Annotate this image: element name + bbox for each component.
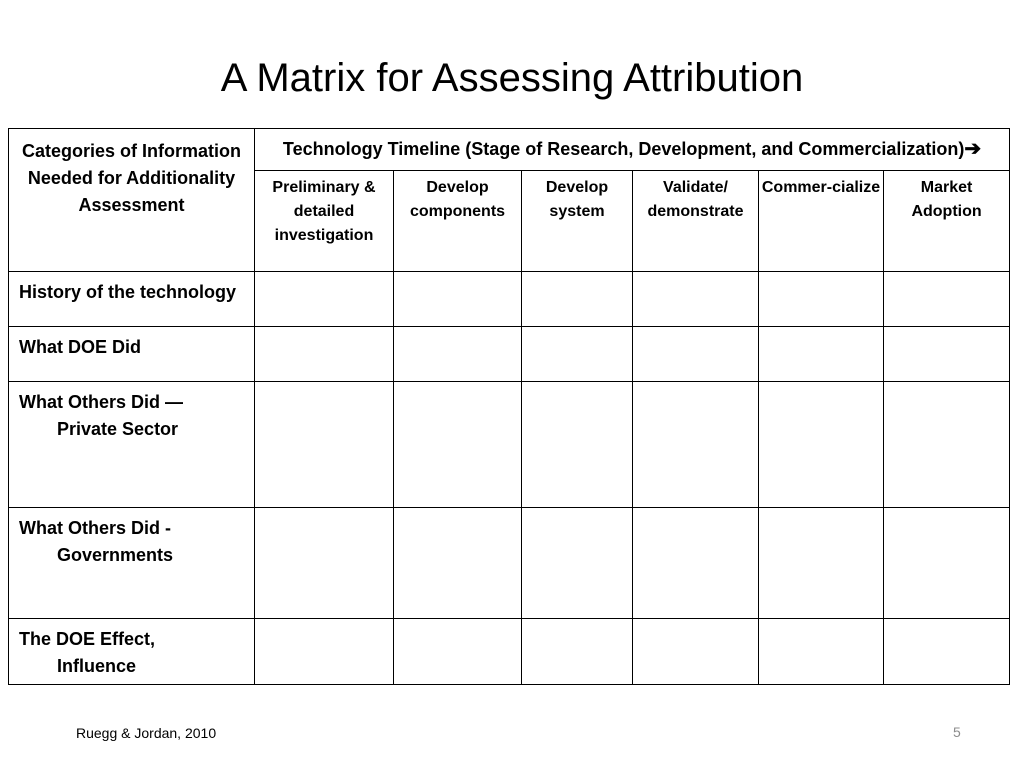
table-cell [394,382,522,508]
table-cell [884,272,1010,327]
table-cell [394,508,522,619]
slide-title: A Matrix for Assessing Attribution [220,56,804,100]
table-cell [522,327,633,382]
table-cell [255,382,394,508]
stage-header-develop-components: Develop components [394,171,522,272]
row-label-what-doe-did [9,327,255,382]
row-label-subtext: Governments [57,545,174,565]
stage-header-commercialize: Commer-cialize [759,171,884,272]
page-number: 5 [953,724,961,740]
table-cell [633,327,759,382]
right-arrow-icon: ➔ [964,138,982,160]
table-cell [255,508,394,619]
table-cell [255,619,394,685]
table-cell [633,382,759,508]
table-cell [522,272,633,327]
category-header-cell [9,129,255,272]
row-label-subtext: Influence [57,656,137,676]
table-cell [633,272,759,327]
row-label-subtext: Private Sector [57,419,179,439]
row-label-private-sector [9,382,255,508]
table-cell [884,327,1010,382]
table-cell [759,327,884,382]
table-cell [884,382,1010,508]
row-label-text: The DOE Effect, [19,629,156,649]
table-cell [394,272,522,327]
table-row [9,508,1010,619]
timeline-header-text: Technology Timeline (Stage of Research, Development, and Commercialization) [282,139,965,159]
table-cell [759,382,884,508]
table-row [9,619,1010,685]
row-label-text: What DOE Did [19,337,141,357]
table-cell [884,619,1010,685]
table-cell [522,508,633,619]
table-cell [255,272,394,327]
row-label-history [9,272,255,327]
row-label-doe-effect [9,619,255,685]
table-header-row [9,129,1010,171]
table-cell [759,272,884,327]
table-row [9,382,1010,508]
table-cell [884,508,1010,619]
table-cell [522,619,633,685]
stage-header-validate: Validate/ demonstrate [633,171,759,272]
table-row [9,327,1010,382]
table-cell [759,508,884,619]
stage-header-preliminary: Preliminary & detailed investigation [255,171,394,272]
table-cell [759,619,884,685]
table-cell [394,619,522,685]
footer-citation: Ruegg & Jordan, 2010 [76,725,217,741]
stage-header-market-adoption: Market Adoption [884,171,1010,272]
stage-header-develop-system: Develop system [522,171,633,272]
row-label-text: History of the technology [19,282,237,302]
row-label-text: What Others Did — [19,392,184,412]
table-cell [522,382,633,508]
table-cell [633,508,759,619]
row-label-text: What Others Did - [19,518,171,538]
table-cell [394,327,522,382]
table-row [9,272,1010,327]
table-cell [633,619,759,685]
row-label-governments [9,508,255,619]
category-header-text: Categories of Information Needed for Additionality Assessment [21,141,241,215]
table-cell [255,327,394,382]
attribution-matrix-table [8,128,1010,685]
timeline-header-cell [255,129,1010,171]
